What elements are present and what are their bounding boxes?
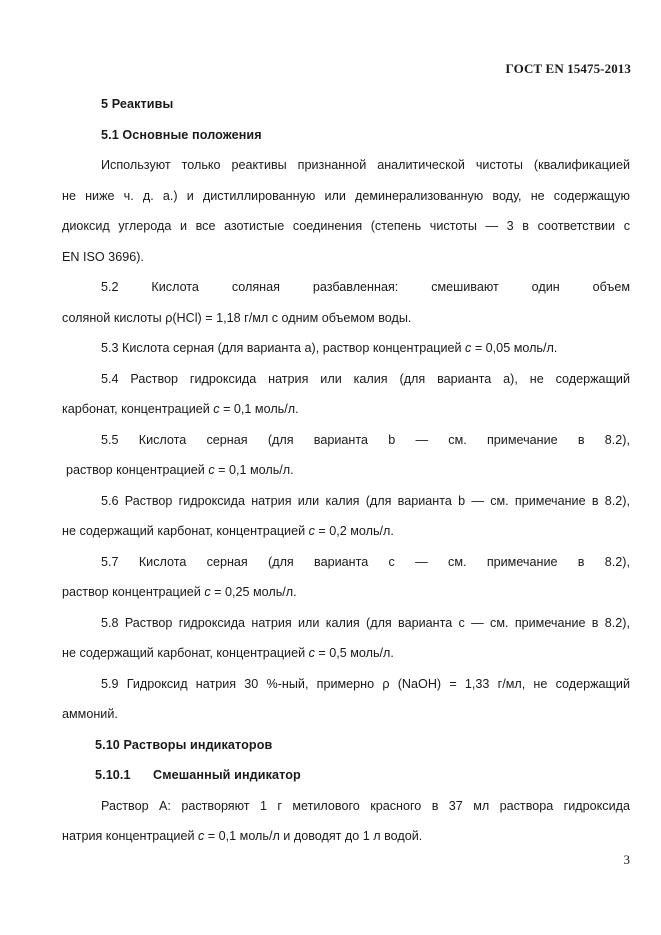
text-fragment: = 0,25 моль/л. <box>210 585 297 599</box>
variable-c: c <box>198 829 205 843</box>
text-fragment: = 0,05 моль/л. <box>471 341 558 355</box>
text-line: 5.4 Раствор гидроксида натрия или калия (для варианта а), не содержащий <box>101 371 630 386</box>
text-line: 5.5 Кислота серная (для варианта b — см. примечание в 8.2), <box>101 432 630 447</box>
text-fragment: карбонат, концентрацией <box>62 402 214 416</box>
document-header: ГОСТ EN 15475-2013 <box>505 61 631 76</box>
variable-c: c <box>213 402 220 416</box>
document-body <box>62 89 630 852</box>
subsection-heading-5-1: 5.1 Основные положения <box>101 127 262 142</box>
page-number: 3 <box>623 852 630 867</box>
text-line: Раствор А: растворяют 1 г метилового красного в 37 мл раствора гидроксида <box>101 798 630 813</box>
paragraph-5-7 <box>62 547 630 608</box>
text-fragment: не содержащий карбонат, концентрацией <box>62 524 309 538</box>
text-fragment: = 0,1 моль/л. <box>219 402 299 416</box>
text-line <box>62 577 630 608</box>
subsection-heading-5-10: 5.10 Растворы индикаторов <box>95 737 273 752</box>
text-fragment: раствор концентрацией <box>66 463 209 477</box>
text-line <box>62 333 630 364</box>
text-line <box>62 821 630 852</box>
heading-number: 5.10.1 <box>95 768 131 782</box>
text-line: диоксид углерода и все азотистые соединения (степень чистоты — 3 в соответствии с <box>62 219 630 233</box>
text-line: Используют только реактивы признанной аналитической чистоты (квалификацией <box>101 158 630 172</box>
text-fragment: натрия концентрацией <box>62 829 199 843</box>
heading-title: Смешанный индикатор <box>153 768 301 782</box>
paragraph-solution-a <box>62 791 630 852</box>
paragraph-5-8 <box>62 608 630 669</box>
text-fragment: раствор концентрацией <box>62 585 205 599</box>
variable-c: c <box>208 463 215 477</box>
paragraph-5-9 <box>62 669 630 730</box>
text-line <box>62 455 630 486</box>
text-fragment: = 0,5 моль/л. <box>314 646 394 660</box>
text-line <box>62 638 630 669</box>
subsection-heading-5-10-1 <box>62 760 630 791</box>
paragraph-5-5 <box>62 425 630 486</box>
text-line: 5.7 Кислота серная (для варианта с — см. примечание в 8.2), <box>101 554 630 569</box>
text-fragment: = 0,2 моль/л. <box>314 524 394 538</box>
text-line: 5.9 Гидроксид натрия 30 %-ный, примерно ρ (NaOH) = 1,33 г/мл, не содержащий <box>101 676 630 691</box>
text-line: не ниже ч. д. а.) и дистиллированную или деминерализованную воду, не содержащую <box>62 188 630 203</box>
text-line: 5.6 Раствор гидроксида натрия или калия (для варианта b — см. примечание в 8.2), <box>101 493 630 508</box>
text-line: соляной кислоты ρ(HCl) = 1,18 г/мл с одним объемом воды. <box>62 310 412 325</box>
variable-c: c <box>308 524 315 538</box>
paragraph-5-4 <box>62 364 630 425</box>
variable-c: c <box>204 585 211 599</box>
variable-c: c <box>308 646 315 660</box>
paragraph-5-2 <box>62 272 630 333</box>
text-line: 5.2 Кислота соляная разбавленная: смешивают один объем <box>101 280 630 294</box>
section-heading-5: 5 Реактивы <box>101 97 174 111</box>
text-fragment: = 0,1 моль/л и доводят до 1 л водой. <box>204 829 423 843</box>
text-fragment: = 0,1 моль/л. <box>214 463 294 477</box>
text-line: аммоний. <box>62 707 118 721</box>
text-fragment: 5.3 Кислота серная (для варианта а), раствор концентрацией <box>101 341 466 355</box>
text-line <box>62 516 630 547</box>
paragraph-5-1 <box>62 150 630 272</box>
text-line <box>62 394 630 425</box>
paragraph-5-3 <box>62 333 630 364</box>
paragraph-5-6 <box>62 486 630 547</box>
variable-c: c <box>465 341 472 355</box>
text-line: 5.8 Раствор гидроксида натрия или калия (для варианта с — см. примечание в 8.2), <box>101 615 630 630</box>
text-line: EN ISO 3696). <box>62 249 144 264</box>
text-fragment: не содержащий карбонат, концентрацией <box>62 646 309 660</box>
